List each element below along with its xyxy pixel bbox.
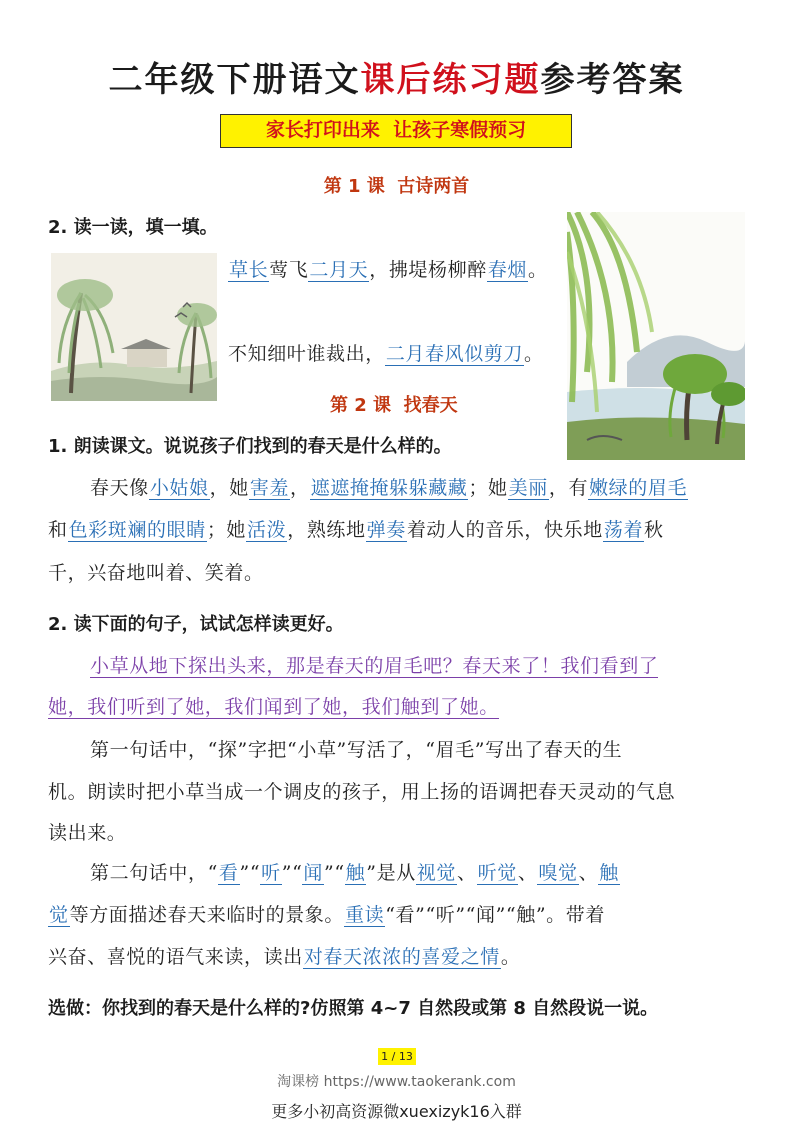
page-number: 1 / 13 [378, 1048, 416, 1065]
para2-line-1: 第二句话中，“看”“听”“闻”“触”是从视觉、听觉、嗅觉、触 [90, 862, 619, 884]
para1-line-2: 机。朗读时把小草当成一个调皮的孩子，用上扬的语调把春天灵动的气息 [48, 781, 676, 803]
para1-line-1: 第一句话中，“探”字把“小草”写活了，“眉毛”写出了春天的生 [90, 739, 623, 761]
footer-site: 淘课榜 https://www.taokerank.com [277, 1074, 516, 1090]
lesson2-q1-heading: 1. 朗读课文。说说孩子们找到的春天是什么样的。 [48, 436, 452, 457]
page-title: 二年级下册语文课后练习题参考答案 [108, 60, 685, 100]
footer-promo: 更多小初高资源微xuexizyk16入群 [271, 1102, 522, 1121]
q1-answer-line-1: 春天像小姑娘，她害羞，遮遮掩掩躲躲藏藏；她美丽，有嫩绿的眉毛 [90, 477, 688, 499]
lesson2-q2-heading: 2. 读下面的句子，试试怎样读更好。 [48, 614, 344, 635]
willow-pavilion-illustration [51, 253, 217, 401]
para2-line-2: 觉等方面描述春天来临时的景象。重读“看”“听”“闻”“触”。带着 [49, 904, 605, 926]
para2-line-3: 兴奋、喜悦的语气来读，读出对春天浓浓的喜爱之情。 [48, 946, 521, 968]
q1-answer-line-2: 和色彩斑斓的眼睛；她活泼，熟练地弹奏着动人的音乐，快乐地荡着秋 [48, 519, 664, 541]
q1-answer-line-3: 千，兴奋地叫着、笑着。 [48, 562, 264, 584]
lesson1-heading: 第 1 课 古诗两首 [323, 176, 470, 197]
subtitle-banner: 家长打印出来 让孩子寒假预习 [220, 114, 572, 148]
lesson1-q2-heading: 2. 读一读，填一填。 [48, 217, 218, 238]
willow-river-illustration [567, 212, 745, 460]
lesson2-heading: 第 2 课 找春天 [330, 395, 458, 416]
quote-line-1: 小草从地下探出头来，那是春天的眉毛吧？春天来了！我们看到了 [90, 655, 659, 677]
optional-task: 选做：你找到的春天是什么样的?仿照第 4~7 自然段或第 8 自然段说一说。 [48, 998, 659, 1019]
poem-line-2: 不知细叶谁裁出，二月春风似剪刀。 [228, 343, 544, 365]
para1-line-3: 读出来。 [48, 822, 127, 844]
poem-line-1: 草长莺飞二月天，拂堤杨柳醉春烟。 [229, 259, 548, 281]
quote-line-2: 她，我们听到了她，我们闻到了她，我们触到了她。 [48, 696, 499, 718]
